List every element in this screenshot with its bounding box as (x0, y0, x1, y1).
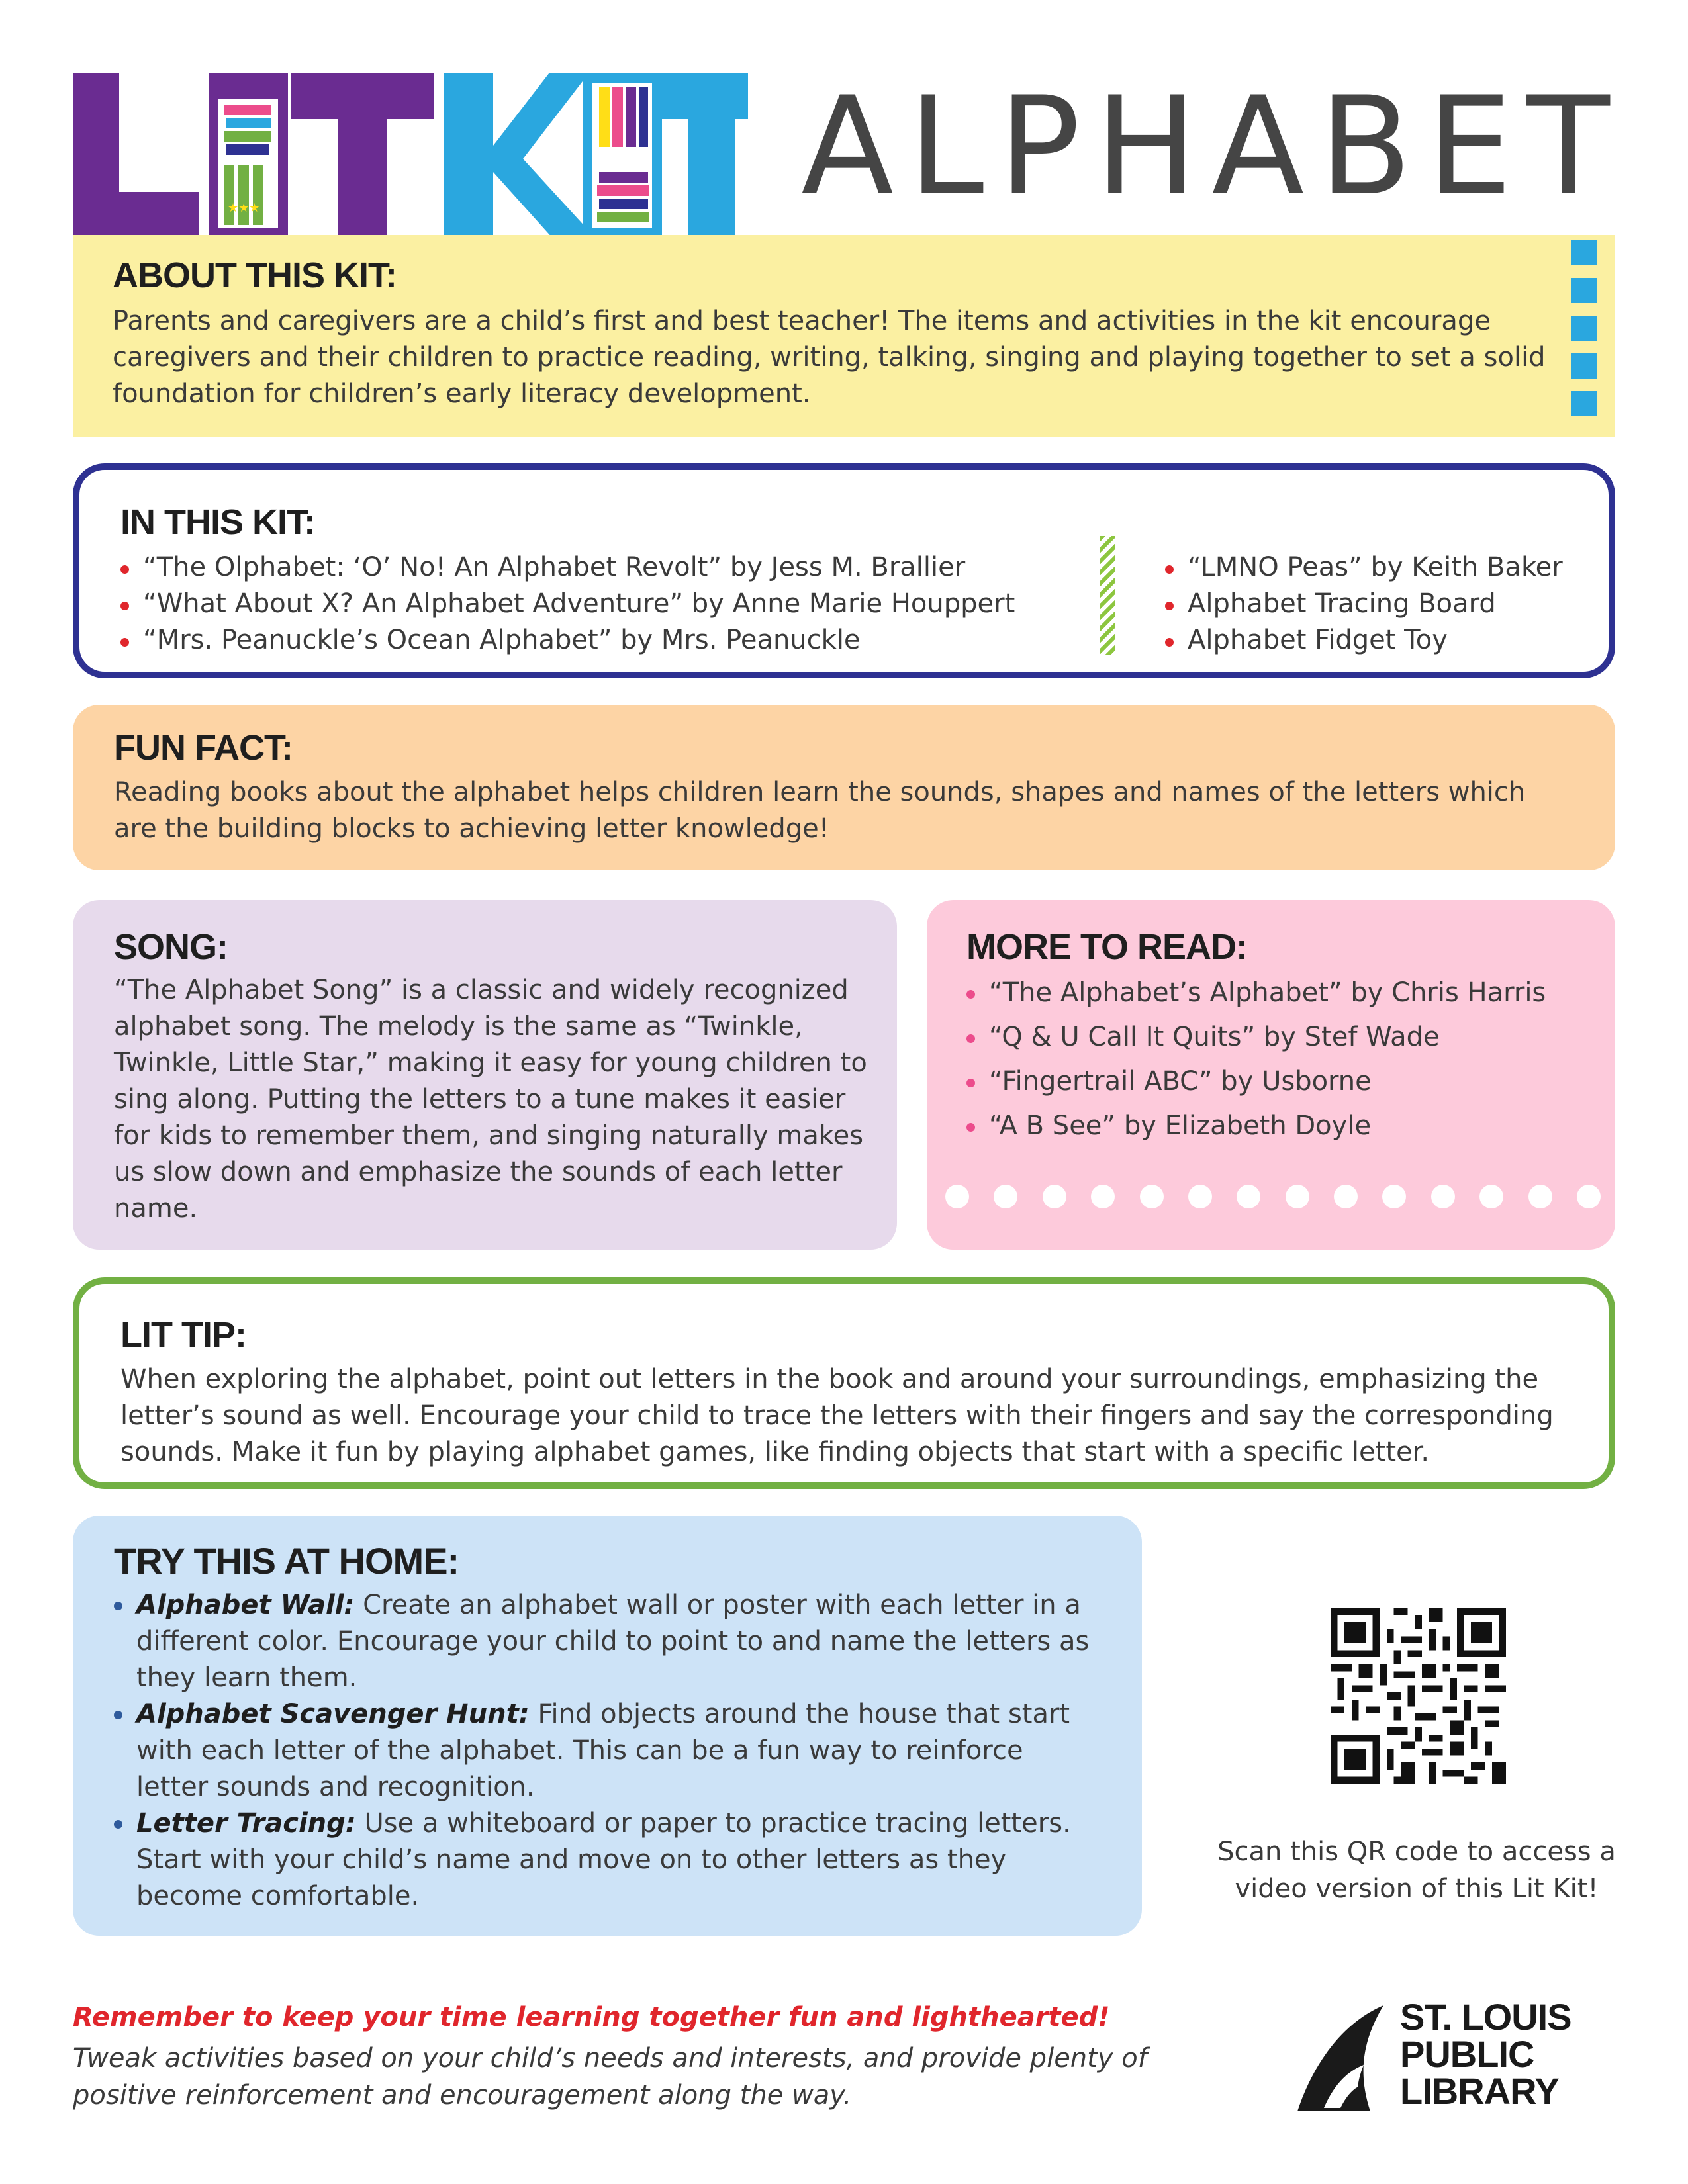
remember-text: Remember to keep your time learning together fun and lighthearted! (73, 2002, 1110, 2032)
about-heading: ABOUT THIS KIT: (113, 255, 397, 295)
decorative-squares (1571, 240, 1598, 429)
bullet-icon (966, 1123, 975, 1132)
in-kit-heading: IN THIS KIT: (120, 502, 315, 542)
lit-kit-logo (73, 73, 748, 238)
decorative-dots (945, 1185, 1601, 1208)
list-item: Alphabet Tracing Board (1165, 586, 1563, 622)
tweak-text: Tweak activities based on your child’s needs and interests, and provide plenty of positive reinforcement and encouragement along the way. (73, 2043, 1147, 2111)
song-section (73, 900, 897, 1250)
more-to-read-heading: MORE TO READ: (966, 927, 1248, 967)
library-name: ST. LOUIS PUBLIC LIBRARY (1400, 1996, 1571, 2112)
list-item: Alphabet Fidget Toy (1165, 622, 1563, 659)
bullet-icon (114, 1711, 122, 1719)
fun-fact-heading: FUN FACT: (114, 728, 293, 768)
bullet-icon (114, 1602, 122, 1610)
bullet-icon (114, 1820, 122, 1829)
bullet-icon (966, 990, 975, 999)
list-item: “The Olphabet: ‘O’ No! An Alphabet Revolt” by Jess M. Brallier (120, 549, 1015, 586)
lit-tip-heading: LIT TIP: (120, 1315, 246, 1355)
page-title: ALPHABET (801, 68, 1624, 226)
try-at-home-section (73, 1516, 1142, 1936)
list-item: Alphabet Wall: Create an alphabet wall or poster with each letter in a different color. Encourage your child to point to and name the letters as they learn them. (114, 1587, 1094, 1696)
lit-tip-text: When exploring the alphabet, point out letters in the book and around your surroundings, emphasizing the letter’s sound as well. Encourage your child to trace the letters with their fingers and say the corresponding sounds. Make it fun by playing alphabet games, like finding objects that start with a specific letter. (120, 1364, 1554, 1468)
in-kit-section (73, 463, 1615, 678)
try-at-home-list (114, 1587, 1115, 1915)
kit-list-right (1165, 549, 1563, 659)
list-item: Letter Tracing: Use a whiteboard or paper to practice tracing letters. Start with your child’s name and move on to other letters as they become comfortable. (114, 1805, 1094, 1915)
bullet-icon (120, 638, 129, 647)
list-item: “Q & U Call It Quits” by Stef Wade (966, 1015, 1589, 1060)
bullet-icon (1165, 565, 1174, 574)
kit-list-left (120, 549, 1015, 659)
list-item: Alphabet Scavenger Hunt: Find objects around the house that start with each letter of the alphabet. This can be a fun way to reinforce letter sounds and recognition. (114, 1696, 1094, 1805)
bullet-icon (966, 1079, 975, 1087)
list-item: “The Alphabet’s Alphabet” by Chris Harris (966, 971, 1589, 1015)
about-section (73, 235, 1615, 437)
song-text: “The Alphabet Song” is a classic and widely recognized alphabet song. The melody is the same as “Twinkle, Twinkle, Little Star,” making it easy for young children to sing along. Putting the letters to a tune makes it easier for kids to remember them, and singing naturally makes us slow down and emphasize the sounds of each letter name. (114, 975, 867, 1224)
bullet-icon (966, 1034, 975, 1043)
bullet-icon (1165, 638, 1174, 647)
list-item: “What About X? An Alphabet Adventure” by Anne Marie Houppert (120, 586, 1015, 622)
qr-caption: Scan this QR code to access a video version of this Lit Kit! (1217, 1837, 1616, 1904)
library-logo-icon (1284, 1999, 1417, 2118)
list-item: “Fingertrail ABC” by Usborne (966, 1060, 1589, 1104)
more-to-read-section (927, 900, 1615, 1250)
fun-fact-section (73, 705, 1615, 870)
divider (1100, 536, 1115, 655)
bullet-icon (120, 565, 129, 574)
bullet-icon (120, 602, 129, 610)
list-item: “A B See” by Elizabeth Doyle (966, 1104, 1589, 1148)
list-item: “LMNO Peas” by Keith Baker (1165, 549, 1563, 586)
try-at-home-heading: TRY THIS AT HOME: (114, 1540, 459, 1582)
qr-code-icon[interactable] (1331, 1608, 1506, 1784)
bullet-icon (1165, 602, 1174, 610)
more-to-read-list (966, 971, 1589, 1148)
fun-fact-text: Reading books about the alphabet helps children learn the sounds, shapes and names of the letters which are the building blocks to achieving letter knowledge! (114, 777, 1526, 844)
lit-tip-section (73, 1277, 1615, 1489)
svg-text:★★★: ★★★ (228, 201, 260, 215)
about-text: Parents and caregivers are a child’s first and best teacher! The items and activities in the kit encourage caregivers and their children to practice reading, writing, talking, singing and playing together to set a solid foundation for children’s early literacy development. (113, 306, 1546, 410)
list-item: “Mrs. Peanuckle’s Ocean Alphabet” by Mrs. Peanuckle (120, 622, 1015, 659)
song-heading: SONG: (114, 927, 228, 967)
